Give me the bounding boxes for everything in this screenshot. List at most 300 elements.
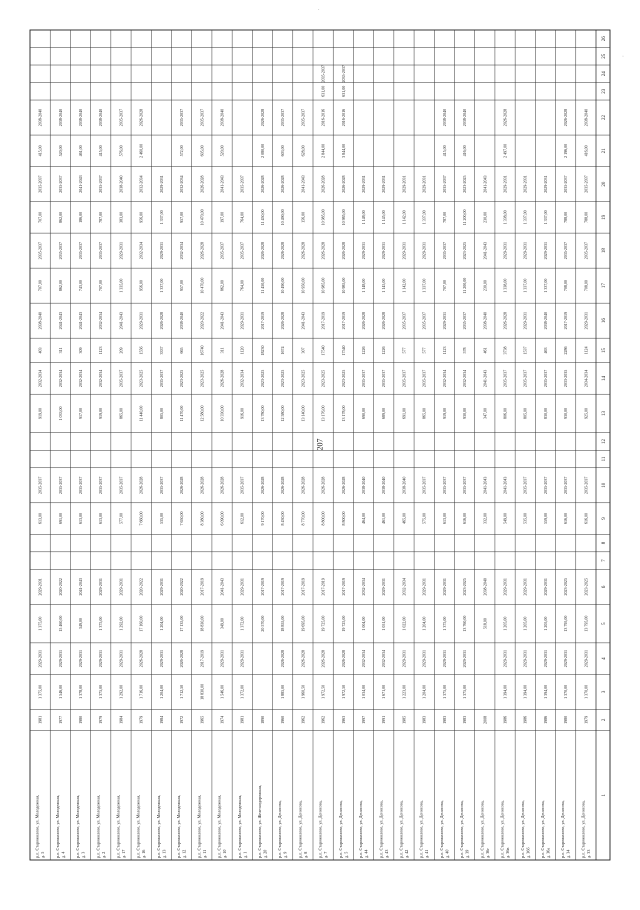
table-cell: 2029-2031 (522, 649, 528, 668)
table-cell: 2035-2037 (280, 108, 286, 127)
table-cell: 1 370,00 (563, 684, 569, 699)
address-cell: р.п. Старожилово, ул. Денисова, (560, 800, 566, 858)
table-cell: 3738 (502, 346, 508, 355)
table-cell: 2026-2028 (320, 175, 326, 193)
table-cell: 2029-2031 (522, 241, 528, 260)
table-cell: 2035-2037 (98, 241, 104, 260)
table-row (237, 175, 248, 858)
header-cell: 14 (602, 375, 607, 381)
table-cell: 2038-2040 (361, 476, 367, 494)
table-cell: 2029-2031 (401, 175, 407, 193)
table-cell: 2017-2019 (340, 312, 346, 330)
table-cell: 8 430,00 (280, 511, 286, 526)
table-cell: 416,00 (583, 145, 589, 157)
table-cell: 2029-2031 (441, 649, 447, 668)
header-cell: 16 (602, 318, 607, 324)
table-row (520, 175, 531, 858)
table-cell: 2017-2019 (280, 578, 286, 596)
table-cell: 1 004,00 (361, 616, 367, 631)
table-cell: 11 440,00 (138, 405, 144, 422)
table-cell: 2026-2028 (199, 241, 205, 260)
table-cell: 2026-2028 (381, 312, 387, 330)
table-cell: 1556 (138, 346, 144, 355)
table-cell: 578 (462, 347, 468, 354)
table-cell: 2035-2037 (421, 312, 427, 330)
table-cell: 577 (401, 347, 407, 354)
table-cell: 1 337,00 (542, 210, 548, 225)
table-cell: 957,00 (179, 280, 185, 292)
table-cell: 2023-2025 (138, 369, 144, 388)
table-cell: 2026-2028 (280, 175, 286, 193)
table-cell: 2035-2037 (441, 476, 447, 494)
table-cell: 1 370,00 (583, 684, 589, 699)
table-cell: 2035-2037 (563, 175, 569, 193)
table-cell: 2029-2031 (381, 241, 387, 260)
table-cell: 2023-2025 (199, 369, 205, 388)
table-cell: 1 972,50 (320, 684, 326, 699)
table-cell: 2041-2043 (219, 312, 225, 330)
address-cell-line2: д. 1 (242, 851, 248, 858)
table-cell: 13 795,00 (563, 615, 569, 632)
table-cell: 2023-2025 (179, 369, 185, 388)
table-row (479, 175, 490, 858)
table-cell: 1 142,00 (401, 278, 407, 293)
address-cell-line2: д. 40 (444, 849, 450, 858)
table-cell: 1226 (361, 346, 367, 355)
table-cell: 2029-2031 (421, 241, 427, 260)
table-cell: 2029-2031 (563, 649, 569, 668)
table-cell: 2026-2028 (259, 476, 265, 494)
table-cell: 416,00 (462, 145, 468, 157)
table-row (196, 109, 207, 858)
table-cell: 2038-2040 (381, 476, 387, 494)
table-cell: 197,00 (219, 211, 225, 223)
address-cell: р.п. Старожилово, ул. Денисова, (337, 800, 343, 858)
table-cell: 957,00 (179, 211, 185, 223)
table-cell: 2029-2031 (421, 578, 427, 596)
table-cell: 2026-2028 (280, 649, 286, 668)
table-cell: 631,00 (320, 85, 326, 97)
table-cell: 2029-2031 (98, 649, 104, 668)
table-cell: 332,00 (482, 513, 488, 525)
table-cell: 2029-2031 (401, 241, 407, 260)
table-row (95, 109, 106, 858)
header-cell: 1 (602, 793, 607, 797)
address-cell: р.п. Старожилово, ул. Молодежная, (135, 794, 141, 858)
table-cell: 2038-2040 (219, 108, 225, 127)
table-cell: 2041-2043 (300, 175, 306, 193)
table-cell: 707,00 (37, 211, 43, 223)
table-cell: 10 470,00 (199, 277, 205, 294)
address-cell-line2: д. 43 (383, 849, 389, 858)
table-cell: 2026-2028 (219, 369, 225, 388)
address-cell-line2: д. 9 (282, 851, 288, 858)
table-cell: 10 490,00 (280, 277, 286, 294)
table-cell: 1963 (340, 715, 346, 724)
table-cell: 2038-2040 (462, 108, 468, 127)
table-cell: 2035-2037 (57, 476, 63, 494)
table-cell: 2029-2031 (441, 312, 447, 330)
table-cell: 1981 (37, 715, 43, 724)
page-number: 207 (315, 438, 325, 451)
table-cell: 689,00 (381, 407, 387, 419)
address-cell: р.п. Старожилово, ул. Молодежная, (176, 794, 182, 858)
table-cell: 1 292,00 (118, 616, 124, 631)
table-cell: 1 205,00 (522, 616, 528, 631)
table-cell: 1997 (361, 715, 367, 724)
table-cell: 2029-2031 (421, 649, 427, 668)
table-cell: 2017-2019 (320, 312, 326, 330)
table-cell: 2041-2043 (482, 369, 488, 388)
table-cell: 690,00 (361, 407, 367, 419)
table-cell: 2035-2037 (522, 369, 528, 388)
table-cell: 1 148,00 (361, 210, 367, 225)
table-cell: 1 716,00 (138, 684, 144, 699)
table-row (55, 109, 65, 858)
table-cell: 2035-2037 (583, 241, 589, 260)
table-cell: 930,00 (462, 407, 468, 419)
address-cell: р.п. Старожилово, ул. Денисова, (378, 800, 384, 858)
table-cell: 17540 (320, 345, 326, 356)
table-cell: 2038-2040 (179, 312, 185, 330)
table-cell: 1124 (583, 346, 589, 355)
address-cell: р.п. Старожилово, ул. Денисова, (459, 800, 465, 858)
table-row (419, 175, 430, 858)
table-cell: 631,00 (340, 85, 346, 97)
table-cell: 2035-2037 (37, 175, 43, 193)
header-cell: 7 (602, 559, 607, 562)
table-cell: 18 830,00 (199, 683, 205, 700)
table-row (35, 109, 46, 858)
table-cell: 2026-2028 (138, 476, 144, 494)
table-cell: 13 780,00 (259, 405, 265, 422)
table-cell: 1 394,00 (502, 684, 508, 699)
table-cell: 2026-2028 (219, 476, 225, 494)
table-cell: 1 337,00 (522, 278, 528, 293)
table-cell: 349,00 (219, 618, 225, 630)
table-cell: 2029-2031 (542, 649, 548, 668)
table-cell: 13 760,00 (462, 615, 468, 632)
table-row (500, 109, 511, 858)
table-cell: 616,00 (462, 513, 468, 525)
table-cell: 11 450,00 (259, 209, 265, 226)
table-cell: 788,00 (583, 211, 589, 223)
table-cell: 7 660,00 (138, 511, 144, 526)
table-cell: 311 (219, 347, 225, 354)
table-cell: 787,00 (441, 211, 447, 223)
address-cell-line2: д. 13 (161, 849, 167, 858)
table-cell: 2017-2019 (320, 578, 326, 596)
table-cell: 764,00 (239, 280, 245, 292)
table-cell: 613,00 (98, 513, 104, 525)
table-cell: 2026-2028 (320, 476, 326, 494)
address-cell: р.п. Старожилово, ул. Денисова, (297, 800, 303, 858)
table-cell: 1984 (118, 715, 124, 724)
address-cell: р.п. Старожилово, ул. Денисова, (317, 800, 323, 858)
table-cell: 2 460,00 (138, 143, 144, 158)
table-cell: 2029-2031 (239, 578, 245, 596)
table-cell: 1 145,00 (381, 210, 387, 225)
address-cell: р.п. Старожилово, ул. Денисова, (580, 800, 586, 858)
table-cell: 2023-2025 (462, 241, 468, 260)
table-cell: 2034-2034 (583, 369, 589, 388)
address-cell-line2: д. 36в (505, 847, 511, 858)
header-cell: 8 (602, 541, 607, 545)
table-cell: 1962 (320, 715, 326, 724)
table-cell: 1 034,00 (361, 684, 367, 699)
address-cell: р.п. Старожилово, ул. Денисова, (499, 800, 505, 858)
header-cell: 19 (602, 214, 607, 220)
table-cell: 2041-2043 (57, 312, 63, 330)
address-cell-line2: д. 5 (40, 851, 46, 858)
header-cell: 5 (602, 622, 607, 625)
table-cell: 576,00 (118, 145, 124, 157)
table-cell: 2035-2037 (441, 175, 447, 193)
table-cell: 2026-2028 (138, 649, 144, 668)
table-cell: 2017-2019 (300, 578, 306, 596)
table-cell: 743,00 (78, 280, 84, 292)
table-cell: 1 372,00 (239, 616, 245, 631)
table-cell: 2041-2043 (219, 175, 225, 193)
table-cell: 11 450,00 (259, 277, 265, 294)
address-cell-line2: д. 36г (484, 847, 490, 858)
table-row (338, 65, 349, 858)
table-cell: 2026-2028 (340, 649, 346, 668)
table-cell: 2035-2037 (421, 369, 427, 388)
table-cell: 1 375,00 (441, 684, 447, 699)
table-cell: 577,00 (118, 513, 124, 525)
table-cell: 2 080,00 (259, 143, 265, 158)
table-cell: 465,00 (401, 513, 407, 525)
table-cell: 2029-2031 (78, 649, 84, 668)
table-cell: 311 (57, 347, 63, 354)
table-cell: 691,00 (401, 407, 407, 419)
address-cell: р.п. Старожилово, ул. Молодежная, (155, 794, 161, 858)
table-cell: 2023-2025 (300, 369, 306, 388)
table-cell: 806,00 (502, 407, 508, 419)
table-cell: 2041-2043 (78, 175, 84, 193)
table-cell: 1 546,00 (219, 684, 225, 699)
table-cell: 16740 (199, 345, 205, 356)
table-cell: 1 546,00 (57, 684, 63, 699)
table-cell: 2035-2037 (98, 476, 104, 494)
table-cell: 2035-2037 (502, 369, 508, 388)
table-cell: 2035-2037 (158, 369, 164, 388)
table-row (297, 109, 308, 858)
table-cell: 2035-2037 (57, 175, 63, 193)
header-cell: 9 (602, 517, 607, 520)
table-cell: 518,00 (482, 618, 488, 630)
table-cell: 708,00 (563, 280, 569, 292)
table-cell: 2035-2037 (542, 369, 548, 388)
table-cell: 2026-2028 (179, 476, 185, 494)
scan-speck: . (318, 6, 320, 12)
table-cell: 830,00 (542, 407, 548, 419)
address-cell-line2: д. 8 (302, 851, 308, 858)
table-cell: 464,00 (361, 513, 367, 525)
table-cell: 2026-2028 (361, 312, 367, 330)
table-cell: 8 800,00 (340, 511, 346, 526)
table-cell: 919,00 (441, 407, 447, 419)
address-cell: р.п. Старожилово, ул. Молодежная, (75, 794, 81, 858)
table-cell: 708,00 (583, 280, 589, 292)
table-cell: 917,00 (78, 407, 84, 419)
table-cell: 2026-2028 (138, 108, 144, 127)
table-cell: 1 375,00 (37, 616, 43, 631)
table-cell: 2038-2040 (401, 476, 407, 494)
table-cell: 18 830,00 (199, 615, 205, 632)
table-cell: 2035-2037 (158, 476, 164, 494)
table-cell: 461,00 (78, 145, 84, 157)
table-cell: 1 375,00 (441, 616, 447, 631)
table-cell: 535,00 (522, 513, 528, 525)
table-cell: 17 135,00 (179, 615, 185, 632)
table-cell: 2026-2028 (280, 241, 286, 260)
table-cell: 2 196,00 (563, 143, 569, 158)
address-cell-line2: д. 39 (464, 849, 470, 858)
table-cell: 2026-2028 (563, 108, 569, 127)
table-cell: 12 580,00 (280, 405, 286, 422)
table-cell: 1 022,00 (401, 616, 407, 631)
table-cell: 707,00 (441, 280, 447, 292)
table-cell: 7 650,00 (179, 511, 185, 526)
header-cell: 11 (602, 456, 607, 462)
table-cell: 613,00 (37, 513, 43, 525)
header-cell: 17 (602, 283, 607, 289)
table-cell: 2035-2037 (583, 175, 589, 193)
table-cell: 307 (300, 347, 306, 354)
table-cell: 1979 (138, 715, 144, 724)
table-cell: 1 338,00 (502, 210, 508, 225)
table-cell: 18230 (259, 345, 265, 356)
table-cell: 925,00 (583, 407, 589, 419)
table-cell: 2029-2031 (361, 241, 367, 260)
table-cell: 2035-2037 (542, 476, 548, 494)
table-cell: 230,00 (482, 211, 488, 223)
table-cell: 1 712,50 (179, 684, 185, 699)
table-cell: 2035-2037 (239, 476, 245, 494)
table-cell: 2029-2031 (158, 578, 164, 596)
header-cell: 6 (602, 585, 607, 589)
header-cell: 26 (602, 36, 607, 42)
table-cell: 691,00 (57, 513, 63, 525)
address-cell: р.п. Старожилово, ул. Молодежная, (54, 794, 60, 858)
table-cell: 2029-2031 (502, 241, 508, 260)
table-cell: 18 855,00 (280, 615, 286, 632)
header-cell: 25 (602, 53, 607, 59)
table-cell: 2032-2034 (138, 241, 144, 260)
address-cell-line2: д. 12 (181, 849, 187, 858)
table-cell: 2032-2034 (138, 175, 144, 193)
table-cell: 1 205,00 (502, 616, 508, 631)
table-row (560, 109, 571, 858)
table-cell: 2035-2037 (98, 175, 104, 193)
table-cell: 2026-2028 (340, 476, 346, 494)
table-cell: 2029-2031 (118, 578, 124, 596)
table-cell: 1 337,00 (522, 210, 528, 225)
table-cell: 1674 (280, 346, 286, 355)
table-cell: 2032-2034 (98, 369, 104, 388)
table-cell: 2029-2031 (239, 649, 245, 668)
table-cell: 2035-2037 (118, 476, 124, 494)
table-cell: 209 (118, 347, 124, 354)
table-cell: 1 375,00 (37, 684, 43, 699)
address-cell-line2: д. 42 (403, 849, 409, 858)
table-cell: 2020-2022 (138, 578, 144, 596)
table-cell: 2029-2031 (219, 649, 225, 668)
table-cell: 916,00 (239, 407, 245, 419)
table-cell: 2026-2028 (300, 649, 306, 668)
table-cell: 865,00 (118, 407, 124, 419)
table-cell: 613,00 (78, 513, 84, 525)
address-cell: р.п. Старожилово, ул. Денисова, (358, 800, 364, 858)
table-cell: 1 204,00 (421, 684, 427, 699)
table-cell: 2035-2037 (583, 476, 589, 494)
table-cell: 603,00 (280, 145, 286, 157)
table-cell: 2026-2028 (199, 175, 205, 193)
table-cell: 2038-2040 (37, 108, 43, 127)
table-cell: 2038-2040 (118, 175, 124, 193)
table-cell: 13 795,00 (583, 615, 589, 632)
table-cell: 2032-2034 (179, 241, 185, 260)
table-cell: 2038-2040 (583, 108, 589, 127)
table-cell: 2029-2031 (502, 175, 508, 193)
header-cell: 21 (602, 148, 607, 154)
table-cell: 2017-2019 (259, 578, 265, 596)
table-row (439, 109, 450, 858)
table-cell: 628,00 (300, 145, 306, 157)
table-cell: 2029-2031 (118, 241, 124, 260)
header-cell: 24 (602, 71, 607, 77)
table-cell: 2041-2043 (300, 312, 306, 330)
table-cell: 2035-2037 (381, 369, 387, 388)
table-cell: 2029-2031 (158, 175, 164, 193)
table-cell: 1123 (98, 346, 104, 355)
table-cell: 1965 (199, 715, 205, 724)
table-cell: 1983 (462, 715, 468, 724)
table-cell: 2029-2031 (138, 312, 144, 330)
table-cell: 2041-2043 (482, 476, 488, 494)
table-cell: 2026-2028 (502, 312, 508, 330)
table-cell: 2029-2031 (118, 649, 124, 668)
table-cell: 1890 (259, 715, 265, 724)
address-cell: р.п. Старожилово, ул. Молодежная, (95, 794, 101, 858)
table-cell: 415,00 (441, 145, 447, 157)
table-cell: 1226 (381, 346, 387, 355)
table-cell: 2041-2043 (78, 578, 84, 596)
table-cell: 2029-2031 (57, 649, 63, 668)
table-cell: 2020-2022 (179, 578, 185, 596)
table-cell: 2032-2034 (179, 175, 185, 193)
table-cell: 1 394,00 (542, 684, 548, 699)
address-cell: р.п. Старожилово, ул. Денисова, (398, 800, 404, 858)
table-cell: 2029-2031 (542, 578, 548, 596)
header-cell: 2 (602, 718, 607, 722)
table-cell: 2038-2040 (441, 108, 447, 127)
table-cell: 2029-2031 (239, 312, 245, 330)
table-cell: 2035-2037 (179, 108, 185, 127)
address-cell-line2: д. 34 (565, 849, 571, 858)
header-cell: 4 (602, 657, 607, 660)
table-cell: 1537 (522, 346, 528, 355)
table-cell: 2041-2043 (219, 578, 225, 596)
table-cell: 2035-2037 (78, 476, 84, 494)
table-cell: 612,00 (239, 513, 245, 525)
table-cell: 461 (482, 347, 488, 354)
table-cell: 2032-2034 (98, 312, 104, 330)
table-cell: 10 985,00 (320, 277, 326, 294)
table-cell: 13 176,00 (320, 405, 326, 422)
